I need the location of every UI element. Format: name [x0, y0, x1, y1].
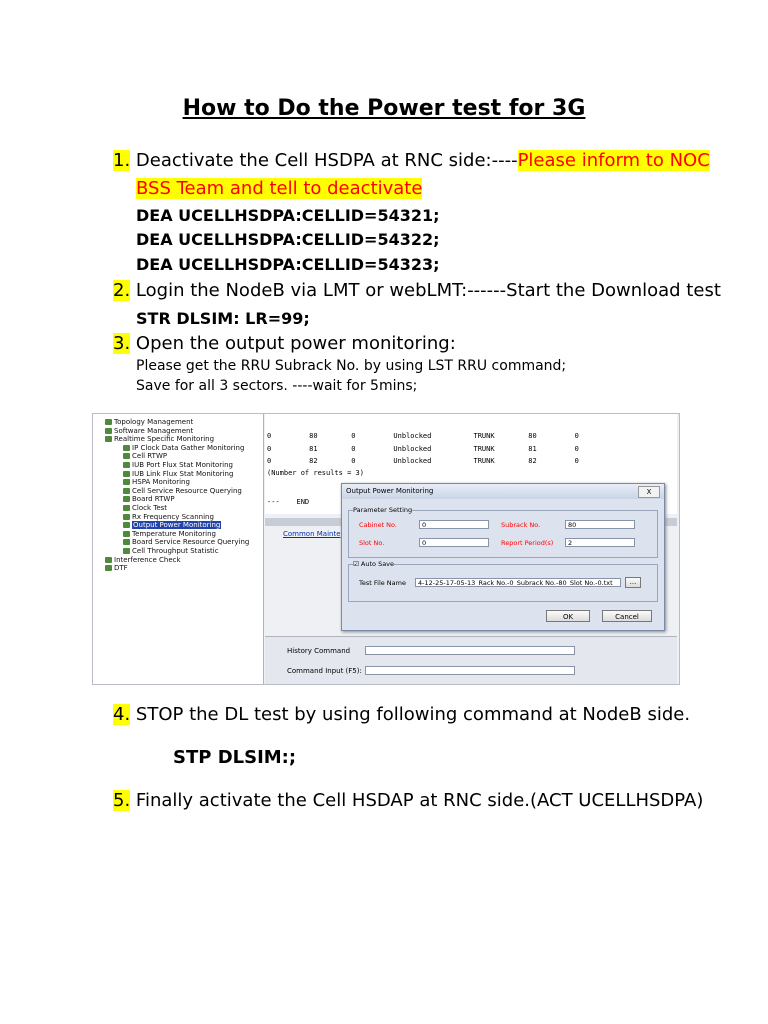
console-row: (Number of results = 3)	[267, 469, 364, 477]
parameter-group	[348, 506, 658, 558]
tree-item[interactable]	[105, 418, 193, 426]
tree-node-icon	[123, 548, 130, 554]
tree-item-label: Board RTWP	[132, 495, 175, 504]
tree-item[interactable]	[123, 538, 249, 546]
step-2	[113, 280, 721, 301]
tree-node-icon	[123, 539, 130, 545]
step-text: Login the NodeB via LMT or webLMT:------Start the Download test	[135, 280, 721, 301]
tree-item-label: Board Service Resource Querying	[132, 538, 250, 547]
tree-item[interactable]	[123, 530, 216, 538]
step-text: Deactivate the Cell HSDPA at RNC side:----	[135, 150, 518, 171]
autosave-checkbox[interactable]: ☑ Auto Save	[353, 560, 395, 568]
group-title: Parameter Setting	[353, 506, 413, 514]
command-line: DEA UCELLHSDPA:CELLID=54323;	[136, 255, 440, 274]
tree-node-icon	[105, 557, 112, 563]
command-line: STP DLSIM:;	[173, 747, 297, 768]
tree-node-icon	[123, 471, 130, 477]
tree-item-label: Temperature Monitoring	[132, 529, 216, 538]
step-number: 1.	[113, 150, 131, 171]
step-number: 4.	[113, 704, 131, 725]
command-panel	[265, 636, 677, 685]
step-4	[113, 704, 690, 725]
slot-input[interactable]: 0	[419, 538, 489, 547]
slot-label: Slot No.	[359, 539, 385, 547]
step-1	[113, 150, 710, 171]
tree-item-label: IUB Link Flux Stat Monitoring	[132, 469, 234, 478]
autosave-group	[348, 560, 658, 602]
step-text: STOP the DL test by using following command at NodeB side.	[135, 704, 691, 725]
tree-item-label: Software Management	[114, 426, 194, 435]
file-name-input[interactable]: 4-12-25-17-05-13_Rack No.-0_Subrack No.-80_Slot No.-0.txt	[415, 578, 621, 587]
output-power-dialog	[341, 483, 665, 631]
tree-item[interactable]	[123, 513, 214, 521]
tree-item-label: Cell Service Resource Querying	[132, 486, 242, 495]
cabinet-label: Cabinet No.	[359, 521, 397, 529]
dialog-title: Output Power Monitoring	[346, 487, 434, 495]
tree-node-icon	[105, 419, 112, 425]
console-row: --- END	[267, 498, 310, 506]
tree-item-label: Topology Management	[114, 418, 194, 426]
tree-item[interactable]	[123, 452, 167, 460]
command-line: DEA UCELLHSDPA:CELLID=54322;	[136, 230, 440, 249]
tree-item-label: Realtime Specific Monitoring	[114, 435, 215, 444]
tree-item-label: HSPA Monitoring	[132, 478, 190, 487]
dialog-titlebar	[342, 484, 664, 499]
period-label: Report Period(s)	[501, 539, 554, 547]
console-row: 0 81 0 Unblocked TRUNK 81 0	[267, 445, 579, 453]
tree-item-label: Interference Check	[114, 555, 181, 564]
step-sub-text: Save for all 3 sectors. ----wait for 5mins;	[136, 378, 418, 394]
tree-item[interactable]	[105, 556, 181, 564]
step-3	[113, 333, 456, 354]
step-number: 2.	[113, 280, 131, 301]
tree-item-label: IP Clock Data Gather Monitoring	[132, 443, 245, 452]
history-label: History Command	[287, 647, 351, 655]
subrack-input[interactable]: 80	[565, 520, 635, 529]
period-input[interactable]: 2	[565, 538, 635, 547]
tree-node-icon	[123, 488, 130, 494]
command-label: Command Input (F5):	[287, 667, 362, 675]
browse-button[interactable]: ...	[625, 577, 641, 588]
tree-node-icon	[123, 505, 130, 511]
cabinet-input[interactable]: 0	[419, 520, 489, 529]
step-5	[113, 790, 703, 811]
file-label: Test File Name	[359, 579, 406, 587]
tree-node-icon	[105, 436, 112, 442]
step-text: Finally activate the Cell HSDAP at RNC side.(ACT UCELLHSDPA)	[135, 790, 704, 811]
history-select[interactable]	[365, 646, 575, 655]
tree-item[interactable]	[123, 504, 167, 512]
tree-item[interactable]	[105, 564, 128, 572]
tree-item[interactable]	[123, 521, 221, 529]
tree-item-label: Cell RTWP	[132, 452, 168, 461]
tree-item-label: DTF	[114, 564, 128, 573]
tree-node-icon	[123, 496, 130, 502]
step-number: 3.	[113, 333, 131, 354]
tree-node-icon	[105, 565, 112, 571]
step-text: Open the output power monitoring:	[135, 333, 456, 354]
tree-node-icon	[123, 479, 130, 485]
tree-node-icon	[123, 462, 130, 468]
tree-node-icon	[123, 453, 130, 459]
console-row: 0 80 0 Unblocked TRUNK 80 0	[267, 432, 579, 440]
subrack-label: Subrack No.	[501, 521, 541, 529]
lmt-screenshot	[92, 413, 680, 685]
tree-item[interactable]	[123, 470, 233, 478]
command-line: STR DLSIM: LR=99;	[136, 309, 310, 328]
close-icon[interactable]: X	[638, 486, 660, 498]
ok-button[interactable]: OK	[546, 610, 590, 622]
navigation-tree	[93, 414, 264, 684]
console-row: 0 82 0 Unblocked TRUNK 82 0	[267, 457, 579, 465]
step-number: 5.	[113, 790, 131, 811]
tree-item[interactable]	[123, 487, 242, 495]
tree-node-icon	[105, 428, 112, 434]
tree-item[interactable]	[123, 461, 233, 469]
tree-item-label: IUB Port Flux Stat Monitoring	[132, 461, 233, 469]
tree-item[interactable]	[123, 478, 190, 486]
step-sub-text: Please get the RRU Subrack No. by using LST RRU command;	[136, 358, 567, 374]
page-title: How to Do the Power test for 3G	[182, 96, 586, 121]
cancel-button[interactable]: Cancel	[602, 610, 652, 622]
tree-item[interactable]	[123, 444, 244, 452]
tree-node-icon	[123, 531, 130, 537]
tree-item-label: Rx Frequency Scanning	[132, 512, 214, 521]
step-note: BSS Team and tell to deactivate	[136, 178, 423, 199]
step-1-note-cont	[136, 178, 422, 199]
autosave-label: Auto Save	[360, 560, 395, 568]
command-input[interactable]	[365, 666, 575, 675]
tab-common-maintenance[interactable]: Common Mainte	[283, 530, 341, 538]
tree-item[interactable]	[123, 495, 175, 503]
tree-node-icon	[123, 445, 130, 451]
step-note: Please inform to NOC	[517, 150, 710, 171]
tree-item[interactable]	[105, 435, 214, 443]
tree-item[interactable]	[105, 427, 193, 435]
tree-node-icon	[123, 514, 130, 520]
tree-item-label: Cell Throughput Statistic	[132, 547, 219, 555]
tree-item[interactable]	[123, 547, 219, 555]
tree-item-label: Output Power Monitoring	[133, 521, 221, 530]
tree-node-icon	[123, 522, 130, 528]
tree-item-label: Clock Test	[132, 504, 168, 512]
command-line: DEA UCELLHSDPA:CELLID=54321;	[136, 206, 440, 225]
